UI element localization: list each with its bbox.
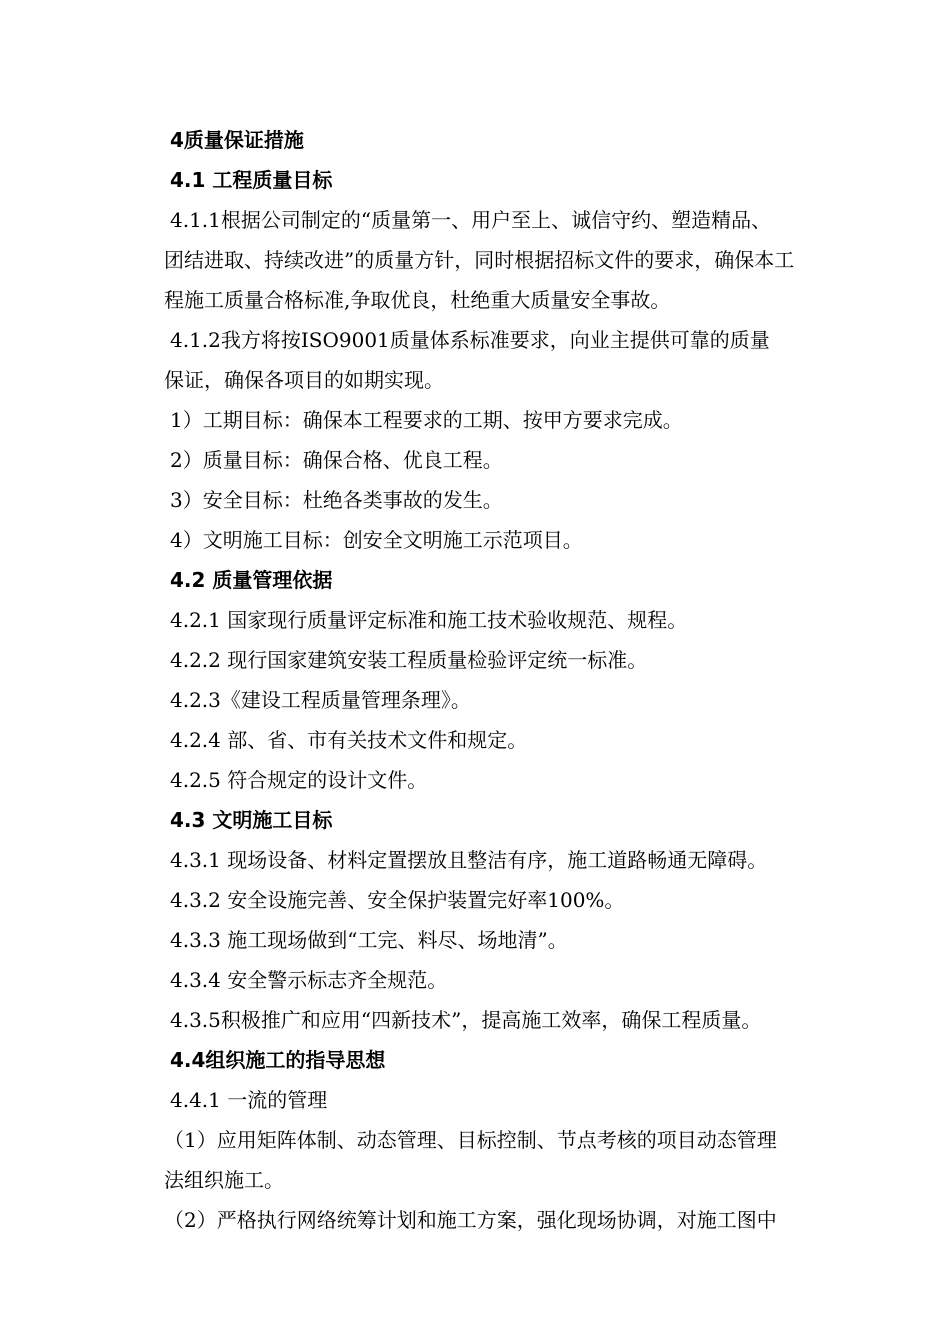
paragraph-4-3-4: 4.3.4 安全警示标志齐全规范。 <box>170 968 448 992</box>
list-item-safety-goal: 3）安全目标：杜绝各类事故的发生。 <box>170 488 503 512</box>
list-item-management-1: （1）应用矩阵体制、动态管理、目标控制、节点考核的项目动态管理 <box>164 1128 777 1152</box>
paragraph-4-2-5: 4.2.5 符合规定的设计文件。 <box>170 768 428 792</box>
list-item-quality-goal: 2）质量目标：确保合格、优良工程。 <box>170 448 503 472</box>
paragraph-4-2-3: 4.2.3《建设工程质量管理条理》。 <box>170 688 471 712</box>
document-body <box>164 120 830 1240</box>
paragraph-4-2-1: 4.2.1 国家现行质量评定标准和施工技术验收规范、规程。 <box>170 608 688 632</box>
paragraph-4-3-3: 4.3.3 施工现场做到“工完、料尽、场地清”。 <box>170 928 568 952</box>
section-heading-4-4: 4.4组织施工的指导思想 <box>170 1048 386 1072</box>
list-item-management-2: （2）严格执行网络统筹计划和施工方案，强化现场协调，对施工图中 <box>164 1208 777 1232</box>
paragraph-4-2-2: 4.2.2 现行国家建筑安装工程质量检验评定统一标准。 <box>170 648 648 672</box>
section-heading-4: 4质量保证措施 <box>170 128 304 152</box>
paragraph-4-2-4: 4.2.4 部、省、市有关技术文件和规定。 <box>170 728 528 752</box>
list-item-civilized-goal: 4）文明施工目标：创安全文明施工示范项目。 <box>170 528 583 552</box>
paragraph-4-1-1: 4.1.1根据公司制定的“质量第一、用户至上、诚信守约、塑造精品、 <box>170 208 772 232</box>
paragraph-4-1-2-cont: 保证，确保各项目的如期实现。 <box>164 368 444 392</box>
section-heading-4-3: 4.3 文明施工目标 <box>170 808 333 832</box>
list-item-schedule-goal: 1）工期目标：确保本工程要求的工期、按甲方要求完成。 <box>170 408 683 432</box>
paragraph-4-1-1-cont-1: 团结进取、持续改进”的质量方针，同时根据招标文件的要求，确保本工 <box>164 248 795 272</box>
paragraph-4-3-2: 4.3.2 安全设施完善、安全保护装置完好率100%。 <box>170 888 625 912</box>
list-item-management-1-cont: 法组织施工。 <box>164 1168 284 1192</box>
paragraph-4-4-1: 4.4.1 一流的管理 <box>170 1088 328 1112</box>
paragraph-4-1-2: 4.1.2我方将按ISO9001质量体系标准要求，向业主提供可靠的质量 <box>170 328 770 352</box>
section-heading-4-1: 4.1 工程质量目标 <box>170 168 333 192</box>
paragraph-4-3-5: 4.3.5积极推广和应用“四新技术”，提高施工效率，确保工程质量。 <box>170 1008 762 1032</box>
paragraph-4-1-1-cont-2: 程施工质量合格标准,争取优良，杜绝重大质量安全事故。 <box>164 288 671 312</box>
section-heading-4-2: 4.2 质量管理依据 <box>170 568 333 592</box>
paragraph-4-3-1: 4.3.1 现场设备、材料定置摆放且整洁有序，施工道路畅通无障碍。 <box>170 848 768 872</box>
